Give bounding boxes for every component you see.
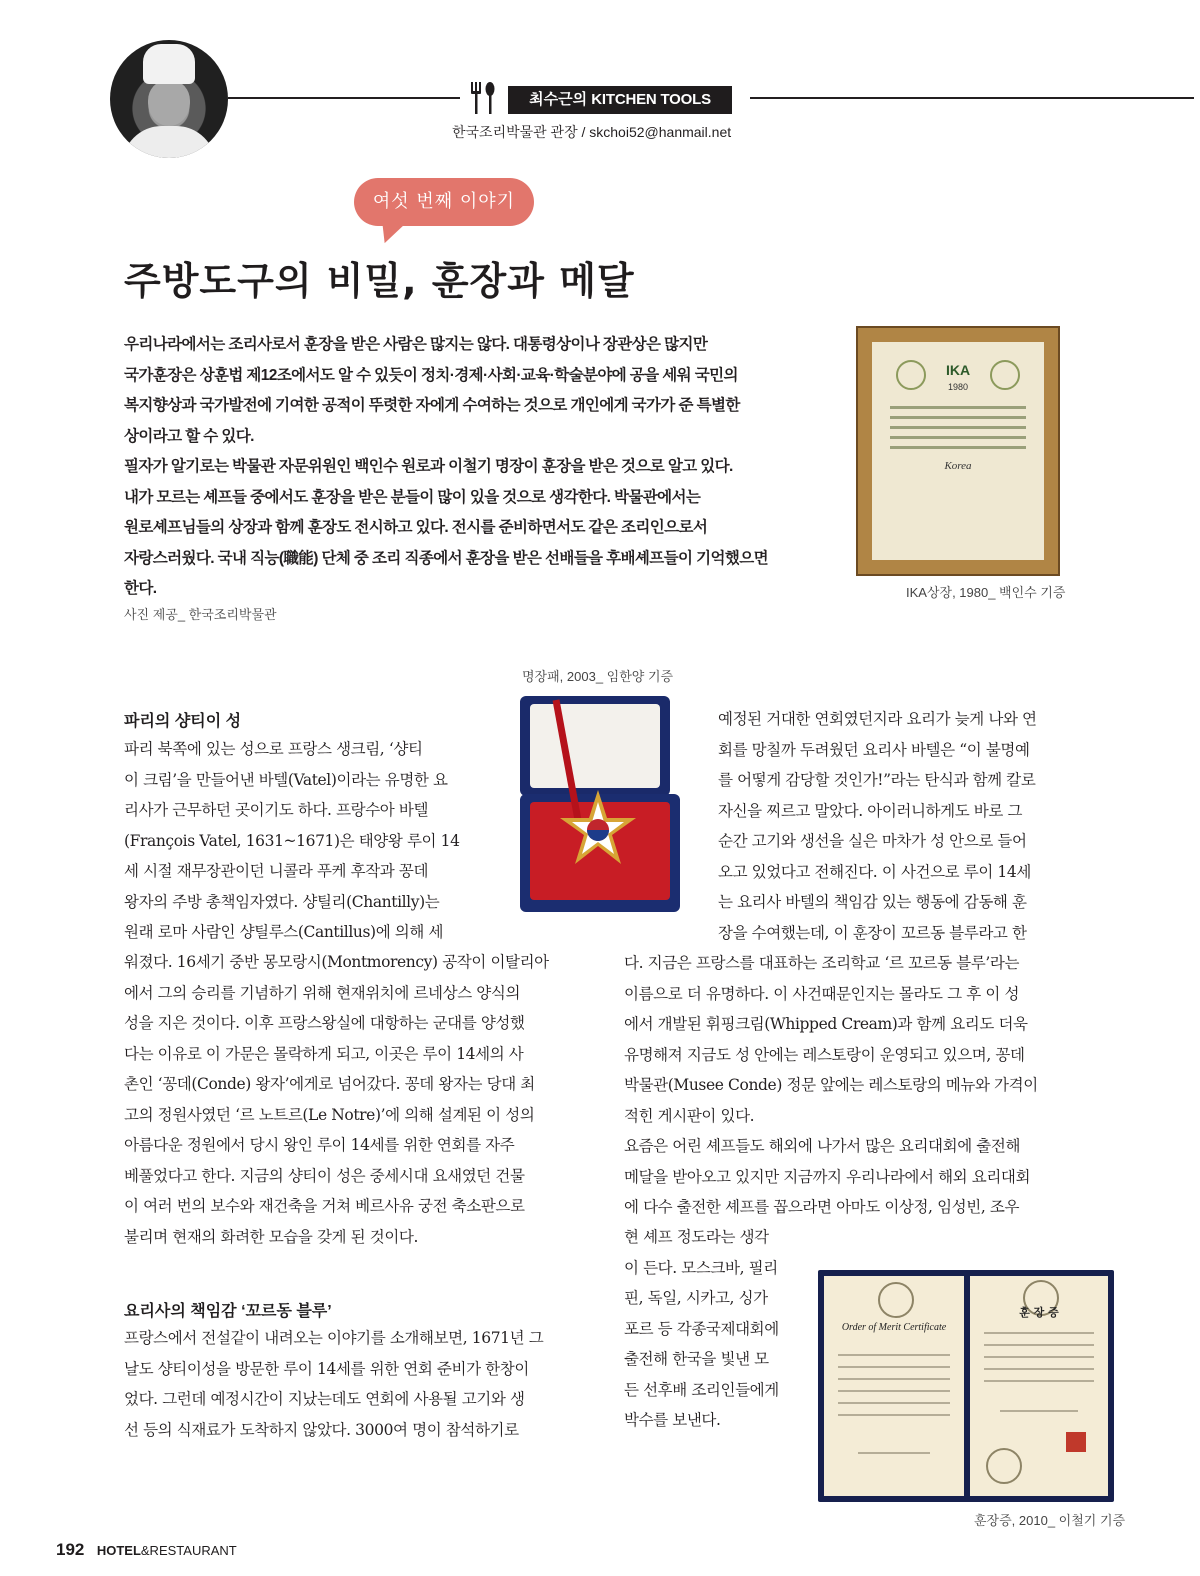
- body-line: 다. 지금은 프랑스를 대표하는 조리학교 ‘르 꼬르동 블루’라는: [624, 954, 1020, 972]
- body-line: 에서 개발된 휘핑크림(Whipped Cream)과 함께 요리도 더욱: [624, 1015, 1028, 1033]
- page-footer: [56, 1540, 237, 1560]
- page-number: 192: [56, 1540, 85, 1559]
- body-line: 는 요리사 바텔의 책임감 있는 행동에 감동해 훈: [718, 893, 1027, 911]
- body-line: 리사가 근무하던 곳이기도 하다. 프랑수아 바텔: [124, 801, 429, 819]
- body-line: 자신을 찌르고 말았다. 아이러니하게도 바로 그: [718, 801, 1023, 820]
- body-line: 적힌 게시판이 있다.: [624, 1106, 755, 1125]
- ika-certificate-photo: [856, 326, 1060, 576]
- header-rule-left: [228, 97, 460, 99]
- body-line: 현 셰프 정도라는 생각: [624, 1228, 769, 1246]
- body-left-section2: [124, 1323, 574, 1445]
- body-line: 날도 샹티이성을 방문한 루이 14세를 위한 연회 준비가 한창이: [124, 1359, 529, 1378]
- body-line: 메달을 받아오고 있지만 지금까지 우리나라에서 해외 요리대회: [624, 1167, 1031, 1186]
- author-byline: 한국조리박물관 관장 / skchoi52@hanmail.net: [452, 124, 732, 140]
- column-badge-english: KITCHEN TOOLS: [591, 91, 711, 108]
- body-line: 불리며 현재의 화려한 모습을 갖게 된 것이다.: [124, 1227, 419, 1246]
- body-line: 를 어떻게 감당할 것인가!”라는 탄식과 함께 칼로: [718, 771, 1036, 789]
- section-heading-chantilly: 파리의 샹티이 성: [124, 713, 242, 730]
- body-line: 왕자의 주방 총책임자였다. 샹틸리(Chantilly)는: [124, 892, 440, 911]
- body-line: 포르 등 각종국제대회에: [624, 1319, 779, 1338]
- body-right-tail: [624, 1222, 804, 1436]
- body-line: 박수를 보낸다.: [624, 1411, 721, 1429]
- body-line: (François Vatel, 1631~1671)은 태양왕 루이 14: [124, 831, 460, 850]
- body-left-wide: [124, 947, 574, 1252]
- medal-case-photo: [516, 690, 686, 916]
- body-line: 다는 이유로 이 가문은 몰락하게 되고, 이곳은 루이 14세의 사: [124, 1044, 524, 1063]
- header-rule-right: [750, 97, 1194, 99]
- intro-line: 복지향상과 국가발전에 기여한 공적이 뚜렷한 자에게 수여하는 것으로 개인에게 국가가 준 특별한: [124, 397, 740, 414]
- body-line: 이 여러 번의 보수와 재건축을 거쳐 베르사유 궁전 축소판으로: [124, 1197, 525, 1215]
- body-line: 에서 그의 승리를 기념하기 위해 현재위치에 르네상스 양식의: [124, 983, 521, 1002]
- intro-line: 국가훈장은 상훈법 제12조에서도 알 수 있듯이 정치·경제·사회·교육·학술분야에 공을 세워 국민의: [124, 366, 738, 384]
- body-line: 고의 정원사였던 ‘르 노트르(Le Notre)’에 의해 설계된 이 성의: [124, 1105, 535, 1124]
- ika-korea: Korea: [944, 460, 972, 472]
- body-line: 장을 수여했는데, 이 훈장이 꼬르동 블루라고 한: [718, 923, 1027, 942]
- body-line: 베풀었다고 한다. 지금의 샹티이 성은 중세시대 요새였던 건물: [124, 1166, 525, 1185]
- intro-line: 한다.: [124, 580, 157, 597]
- body-line: 이 든다. 모스크바, 필리: [624, 1258, 778, 1277]
- photo-credit: 사진 제공_ 한국조리박물관: [124, 607, 277, 622]
- fork-spoon-icon: [468, 80, 498, 116]
- episode-bubble: 여섯 번째 이야기: [354, 178, 534, 226]
- body-line: 파리 북쪽에 있는 성으로 프랑스 생크림, ‘샹티: [124, 740, 423, 758]
- body-line: 든 선후배 조리인들에게: [624, 1380, 779, 1399]
- body-line: 이름으로 더 유명하다. 이 사건때문인지는 몰라도 그 후 이 성: [624, 984, 1020, 1003]
- column-badge: [508, 86, 732, 114]
- body-line: 출전해 한국을 빛낸 모: [624, 1350, 769, 1368]
- intro-line: 상이라고 할 수 있다.: [124, 427, 254, 445]
- body-line: 이 크림’을 만들어낸 바텔(Vatel)이라는 유명한 요: [124, 770, 448, 789]
- certificate-caption: 훈장증, 2010_ 이철기 기증: [974, 1513, 1126, 1528]
- body-line: 유명해져 지금도 성 안에는 레스토랑이 운영되고 있으며, 꽁데: [624, 1045, 1025, 1064]
- body-line: 요즘은 어린 셰프들도 해외에 나가서 많은 요리대회에 출전해: [624, 1137, 1021, 1155]
- body-line: 예정된 거대한 연회였던지라 요리가 늦게 나와 연: [718, 710, 1037, 728]
- intro-line: 우리나라에서는 조리사로서 훈장을 받은 사람은 많지는 않다. 대통령상이나 장관상은 많지만: [124, 336, 708, 353]
- ika-year: 1980: [947, 382, 969, 392]
- intro-line: 원로셰프님들의 상장과 함께 훈장도 전시하고 있다. 전시를 준비하면서도 같은 조리인으로서: [124, 519, 708, 536]
- body-line: 오고 있었다고 전해진다. 이 사건으로 루이 14세: [718, 862, 1031, 881]
- body-right-wide: [624, 948, 1074, 1223]
- body-line: 순간 고기와 생선을 실은 마차가 성 안으로 들어: [718, 832, 1027, 850]
- body-line: 선 등의 식재료가 도착하지 않았다. 3000여 명이 참석하기로: [124, 1420, 519, 1439]
- author-portrait: [110, 40, 228, 158]
- merit-certificate-photo: [818, 1270, 1114, 1502]
- ika-logo: IKA: [945, 362, 971, 378]
- body-left-narrow: [124, 734, 504, 948]
- column-badge-korean: 최수근의: [529, 91, 588, 108]
- ika-caption: IKA상장, 1980_ 백인수 기증: [906, 585, 1066, 600]
- body-line: 에 다수 출전한 셰프를 꼽으라면 아마도 이상정, 임성빈, 조우: [624, 1198, 1020, 1216]
- intro-line: 자랑스러웠다. 국내 직능(職能) 단체 중 조리 직종에서 훈장을 받은 선배들을 후배셰프들이 기억했으면: [124, 549, 768, 567]
- body-line: 핀, 독일, 시카고, 싱가: [624, 1289, 768, 1307]
- medal-caption: 명장패, 2003_ 임한양 기증: [522, 669, 674, 684]
- intro-line: 내가 모르는 셰프들 중에서도 훈장을 받은 분들이 많이 있을 것으로 생각한다. 박물관에서는: [124, 488, 701, 506]
- body-line: 아름다운 정원에서 당시 왕인 루이 14세를 위한 연회를 자주: [124, 1136, 515, 1154]
- body-line: 원래 로마 사람인 샹틸루스(Cantillus)에 의해 세: [124, 923, 444, 941]
- body-line: 세 시절 재무장관이던 니콜라 푸케 후작과 꽁데: [124, 862, 429, 880]
- body-line: 프랑스에서 전설같이 내려오는 이야기를 소개해보면, 1671년 그: [124, 1329, 544, 1347]
- intro-paragraph: [124, 330, 814, 605]
- body-line: 박물관(Musee Conde) 정문 앞에는 레스토랑의 메뉴와 가격이: [624, 1076, 1038, 1094]
- body-line: 었다. 그런데 예정시간이 지났는데도 연회에 사용될 고기와 생: [124, 1390, 525, 1408]
- section-heading-cordon-bleu: 요리사의 책임감 ‘꼬르동 블루’: [124, 1303, 332, 1320]
- intro-line: 필자가 알기로는 박물관 자문위원인 백인수 원로과 이철기 명장이 훈장을 받은 것으로 알고 있다.: [124, 458, 733, 475]
- magazine-name-bold: HOTEL: [96, 1543, 141, 1558]
- article-title: 주방도구의 비밀, 훈장과 메달: [124, 259, 635, 303]
- body-line: 회를 망칠까 두려웠던 요리사 바텔은 “이 불명예: [718, 740, 1030, 759]
- body-line: 촌인 ‘꽁데(Conde) 왕자’에게로 넘어갔다. 꽁데 왕자는 당대 최: [124, 1075, 535, 1093]
- body-line: 워졌다. 16세기 중반 몽모랑시(Montmorency) 공작이 이탈리아: [124, 953, 549, 971]
- body-right-narrow: [718, 704, 1070, 948]
- magazine-name-rest: &RESTAURANT: [140, 1543, 237, 1558]
- certificate-left-title: Order of Merit Certificate: [841, 1322, 947, 1333]
- body-line: 성을 지은 것이다. 이후 프랑스왕실에 대항하는 군대를 양성했: [124, 1014, 525, 1032]
- certificate-right-title: 훈 장 증: [1019, 1306, 1059, 1319]
